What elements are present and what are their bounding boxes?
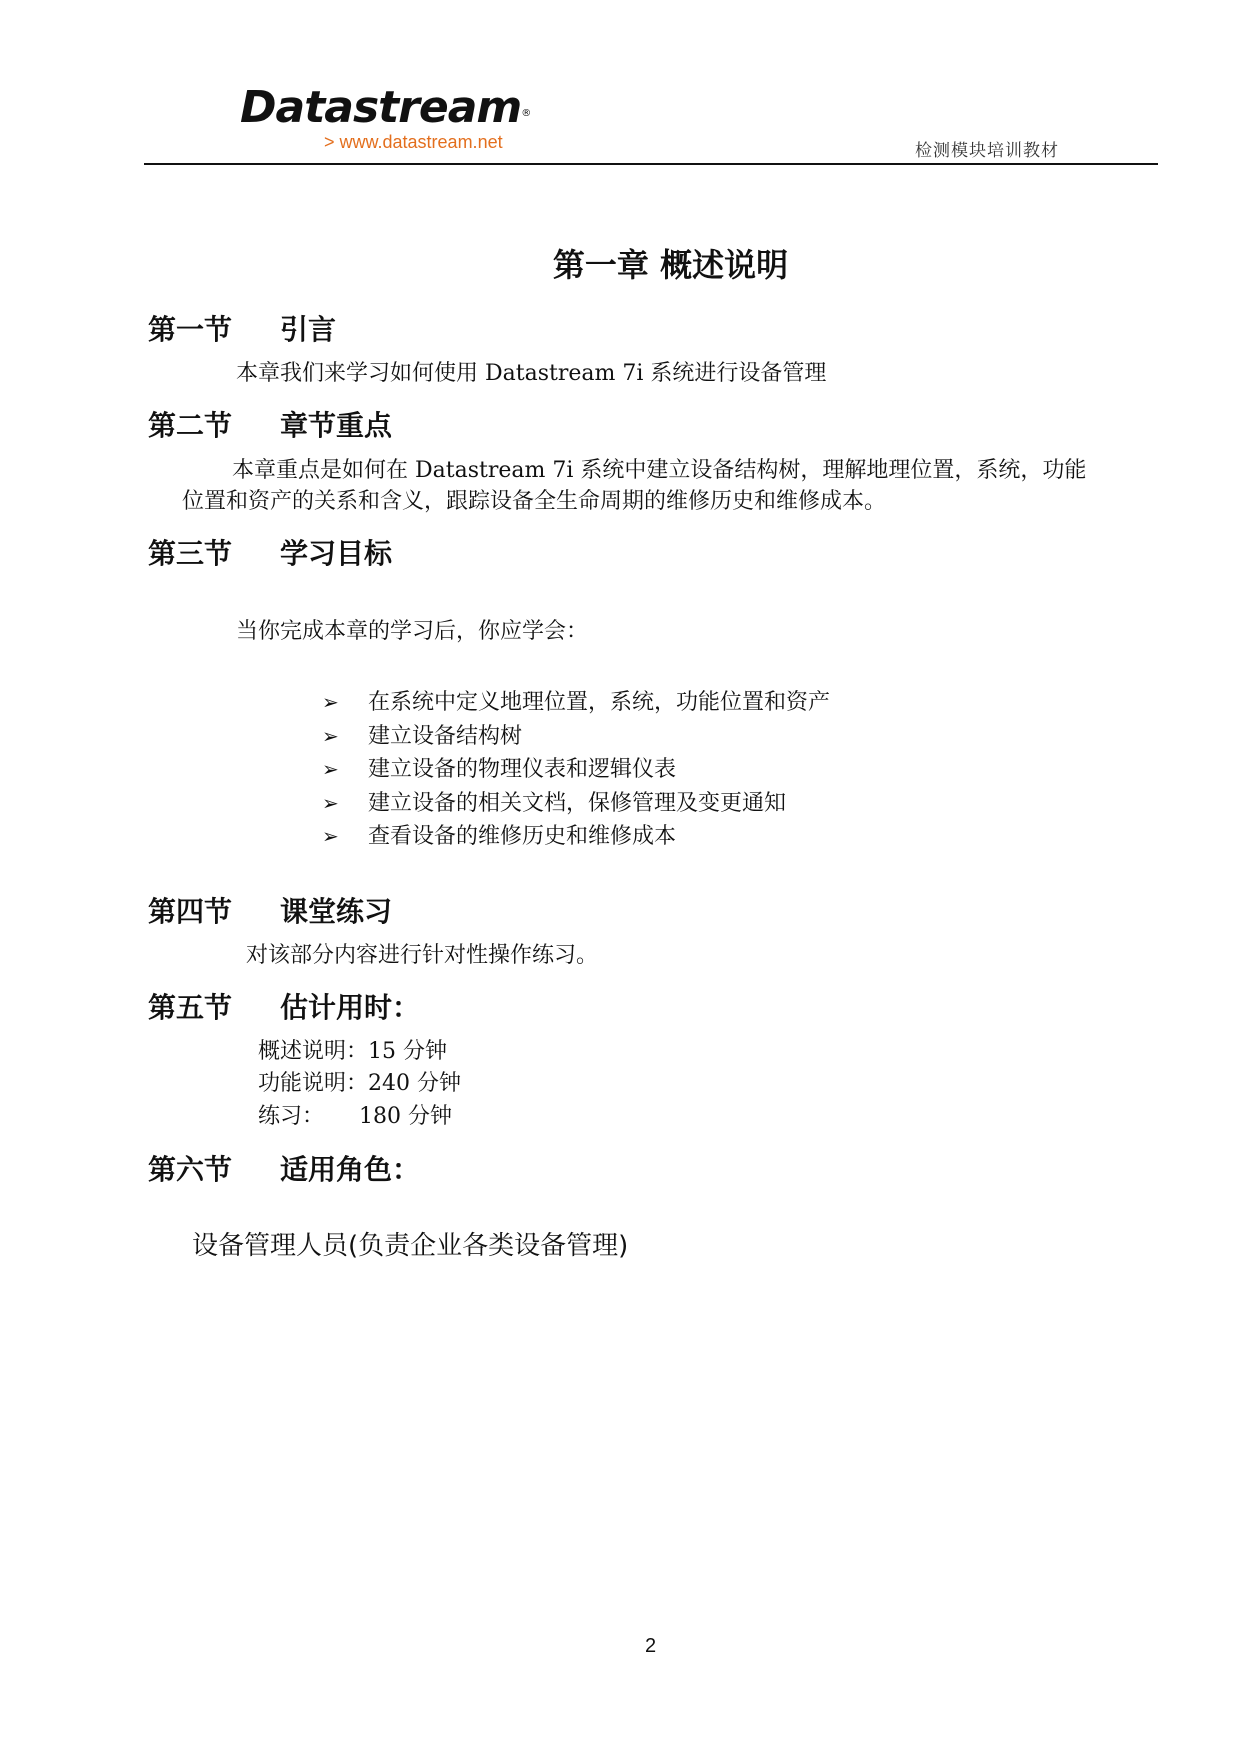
arrow-bullet-icon: ➢	[322, 757, 339, 781]
logo-wordmark: Datastream®	[240, 82, 531, 133]
header-divider	[144, 163, 1158, 165]
practice-paragraph: 对该部分内容进行针对性操作练习。	[246, 943, 599, 968]
goals-lead: 当你完成本章的学习后，你应学会：	[236, 619, 589, 644]
list-item: ➢ 建立设备结构树	[322, 720, 830, 754]
header-title: 检测模块培训教材	[915, 141, 1059, 161]
list-item: ➢ 建立设备的物理仪表和逻辑仪表	[322, 753, 830, 787]
time-line-overview: 概述说明：15 分钟	[258, 1039, 447, 1064]
list-item: ➢ 建立设备的相关文档，保修管理及变更通知	[322, 787, 830, 821]
time-line-function: 功能说明：240 分钟	[258, 1071, 461, 1096]
section-heading-6: 第六节 适用角色：	[148, 1153, 421, 1186]
intro-paragraph: 本章我们来学习如何使用 Datastream 7i 系统进行设备管理	[236, 361, 827, 386]
section-heading-3: 第三节 学习目标	[148, 537, 393, 570]
arrow-bullet-icon: ➢	[322, 723, 339, 748]
logo-url: > www.datastream.net	[324, 132, 503, 152]
section-heading-2: 第二节 章节重点	[148, 409, 393, 442]
section-heading-4: 第四节 课堂练习	[148, 895, 393, 928]
focus-paragraph-line2: 位置和资产的关系和含义，跟踪设备全生命周期的维修历史和维修成本。	[182, 489, 887, 514]
page-number: 2	[644, 1635, 657, 1657]
goals-list	[322, 686, 830, 854]
arrow-bullet-icon: ➢	[322, 690, 339, 714]
section-heading-1: 第一节 引言	[148, 313, 337, 346]
list-item: ➢ 在系统中定义地理位置，系统，功能位置和资产	[322, 686, 830, 720]
list-item: ➢ 查看设备的维修历史和维修成本	[322, 820, 830, 854]
time-line-practice: 练习： 180 分钟	[258, 1104, 452, 1129]
chapter-title: 第一章 概述说明	[552, 246, 789, 284]
roles-text: 设备管理人员(负责企业各类设备管理)	[192, 1231, 629, 1261]
arrow-bullet-icon: ➢	[322, 790, 339, 815]
focus-paragraph-line1: 本章重点是如何在 Datastream 7i 系统中建立设备结构树，理解地理位置，系统，功能	[232, 458, 1087, 483]
arrow-bullet-icon: ➢	[322, 824, 339, 848]
section-heading-5: 第五节 估计用时：	[148, 991, 421, 1024]
datastream-logo	[240, 82, 531, 152]
